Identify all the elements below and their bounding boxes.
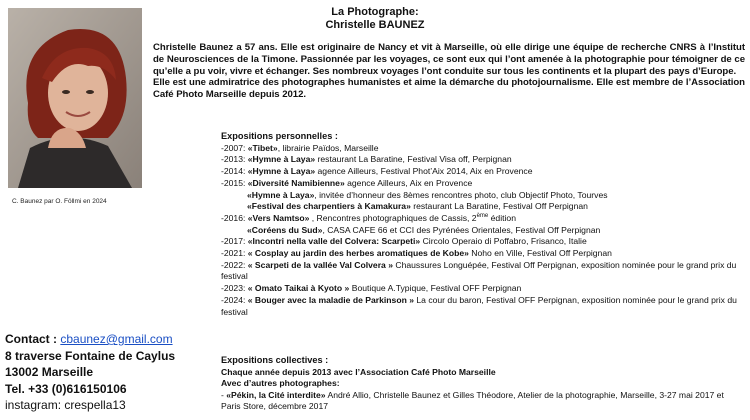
bio-paragraph-1: Christelle Baunez a 57 ans. Elle est originaire de Nancy et vit à Marseille, où elle dirige une équipe de recherche CNRS à l’Institut de Neurosciences de la Timone. Passionnée par les voyages, ce sont eux qui l’ont amenée à la photographie pour témoigner de ce qu’elle a pu voir, vivre et échanger. Ses nombreux voyages l’ont conduite sur tous les continents et la plupart des pays d’Europe. <box>153 42 745 77</box>
exhibition-venue: André Allio, Christelle Baunez et Gilles Théodore, Atelier de la photographie, Marseille, 3-27 mai 2017 et Paris Store, décembre 2017 <box>221 389 724 412</box>
exhibition-title: «Hymne à Laya» <box>247 154 316 165</box>
exhibition-item <box>221 260 743 283</box>
bio-paragraph-2: Elle est une admiratrice des photographes humanistes et aime la démarche du photojournalisme. Elle est membre de l’Association Café Photo Marseille depuis 2012. <box>153 77 745 101</box>
exhibition-title: «Diversité Namibienne» <box>247 177 345 188</box>
exhibition-item <box>221 295 743 318</box>
exhibition-item <box>221 201 743 213</box>
email-link[interactable]: cbaunez@gmail.com <box>60 332 173 346</box>
phone-number: Tel. +33 (0)616150106 <box>5 381 127 396</box>
contact-email-line <box>5 331 175 348</box>
exhibition-title: « Bouger avec la maladie de Parkinson » <box>247 294 414 305</box>
photo-caption: C. Baunez par O. Föllmi en 2024 <box>12 198 107 205</box>
exhibition-year: -2022: <box>221 259 248 270</box>
exhibition-venue: , Rencontres photographiques de Cassis, 2 <box>309 212 477 223</box>
photographer-name: Christelle BAUNEZ <box>325 19 425 31</box>
exhibition-year: -2016: <box>221 212 248 223</box>
address-line-1: 8 traverse Fontaine de Caylus <box>5 348 176 363</box>
contact-label: Contact : <box>5 332 61 346</box>
exhibition-year: -2021: <box>221 248 248 259</box>
exhibition-title: «Vers Namtso» <box>247 212 310 223</box>
collective-line-others: Avec d’autres photographes: <box>221 378 340 389</box>
portrait-illustration <box>8 8 142 188</box>
exhibition-item <box>221 248 743 260</box>
collective-exhibitions-title: Expositions collectives : <box>221 355 329 365</box>
personal-exhibitions-title: Expositions personnelles : <box>221 131 338 141</box>
exhibition-title: « Cosplay au jardin des herbes aromatiques de Kobe» <box>247 248 469 259</box>
exhibition-venue: , invitée d’honneur des 8èmes rencontres photo, club Objectif Photo, Tourves <box>314 189 608 200</box>
collective-item <box>221 390 743 413</box>
exhibition-item <box>221 190 743 202</box>
exhibition-venue-end: édition <box>488 212 516 223</box>
exhibition-year: -2014: <box>221 166 248 177</box>
exhibition-item <box>221 283 743 295</box>
personal-exhibitions <box>221 131 743 318</box>
header-label: La Photographe: <box>331 6 419 18</box>
exhibition-year: -2013: <box>221 154 248 165</box>
exhibition-title: «Hymne à Laya» <box>247 189 315 200</box>
exhibition-title: «Festival des charpentiers à Kamakura» <box>247 201 411 212</box>
exhibition-item <box>221 166 743 178</box>
address-line-2: 13002 Marseille <box>5 365 94 379</box>
exhibition-year: -2015: <box>221 177 248 188</box>
exhibition-venue: , CASA CAFE 66 et CCI des Pyrénées Orientales, Festival Off Perpignan <box>322 224 601 235</box>
exhibition-item <box>221 236 743 248</box>
page-header <box>150 6 600 32</box>
exhibition-venue: restaurant La Baratine, Festival Off Perpignan <box>410 201 588 212</box>
exhibition-title: « Omato Taikai à Kyoto » <box>247 283 350 294</box>
portrait-photo <box>8 8 142 188</box>
exhibition-year: -2017: <box>221 236 248 247</box>
exhibition-title: «Incontri nella valle del Colvera: Scarpeti» <box>247 236 421 247</box>
exhibition-venue: Noho en Ville, Festival Off Perpignan <box>468 248 612 259</box>
exhibition-venue: restaurant La Baratine, Festival Visa off, Perpignan <box>315 154 512 165</box>
exhibition-title: «Pékin, la Cité interdite» <box>226 389 326 400</box>
exhibition-venue: Circolo Operaio di Poffabro, Frisanco, Italie <box>420 236 587 247</box>
exhibition-item <box>221 213 743 225</box>
exhibition-venue: La cour du baron, Festival OFF Perpignan, exposition nominée pour le grand prix du festival <box>221 294 737 317</box>
exhibition-item <box>221 154 743 166</box>
exhibition-item <box>221 225 743 237</box>
exhibition-venue: Chaussures Longuépée, Festival Off Perpignan, exposition nominée pour le grand prix du festival <box>221 259 737 282</box>
biography <box>153 42 745 101</box>
list-dash: - <box>221 389 227 400</box>
exhibition-venue: agence Ailleurs, Aix en Provence <box>344 177 473 188</box>
exhibition-title: «Coréens du Sud» <box>247 224 323 235</box>
exhibition-title: «Tibet» <box>247 142 278 153</box>
contact-block <box>5 331 175 414</box>
exhibition-year: -2023: <box>221 283 248 294</box>
exhibition-item <box>221 143 743 155</box>
collective-line-association: Chaque année depuis 2013 avec l’Association Café Photo Marseille <box>221 366 496 377</box>
exhibition-title: « Scarpeti de la vallée Val Colvera » <box>247 259 393 270</box>
exhibition-venue: agence Ailleurs, Festival Phot’Aix 2014, Aix en Provence <box>315 166 533 177</box>
exhibition-year: -2007: <box>221 142 248 153</box>
instagram-handle: instagram: crespella13 <box>5 398 126 412</box>
collective-exhibitions <box>221 355 743 413</box>
edition-ordinal: ème <box>476 213 489 220</box>
exhibition-title: «Hymne à Laya» <box>247 166 316 177</box>
exhibition-year: -2024: <box>221 294 248 305</box>
exhibition-venue: Boutique A.Typique, Festival OFF Perpignan <box>349 283 522 294</box>
exhibition-venue: , librairie Païdos, Marseille <box>277 142 379 153</box>
exhibition-item <box>221 178 743 190</box>
